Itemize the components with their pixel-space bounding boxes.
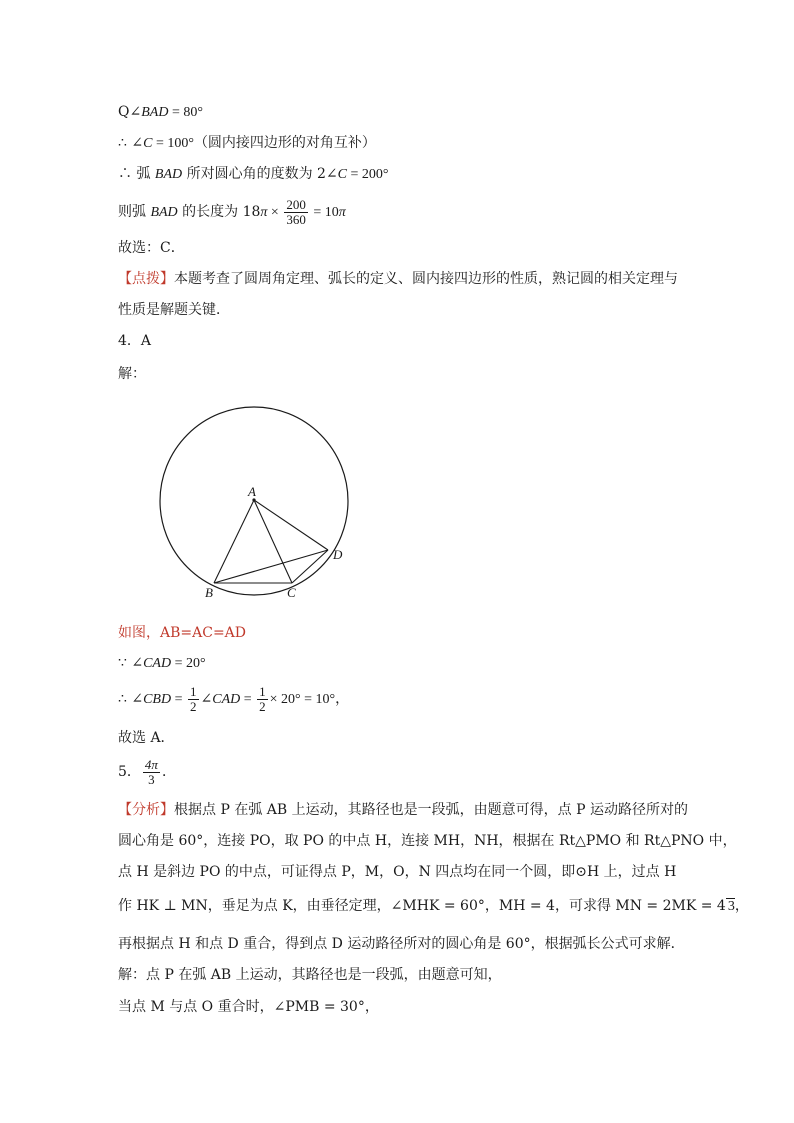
fraction-numerator: 1 [259,683,266,699]
fraction-denominator: 2 [259,698,266,714]
math-angle: CBD [143,692,172,707]
math-times: × [267,205,283,220]
analysis-line-4 [118,897,749,916]
line-angle-c [118,134,376,153]
text: ∴ 弧 [118,166,155,182]
q4-jie: 解： [118,366,146,382]
because-symbol: ∵ ∠ [118,655,144,671]
math-angle: ∠BAD [129,105,169,120]
therefore-symbol: ∴ ∠ [118,135,144,151]
note-text: （圆内接四边形的对角互补） [193,135,376,151]
analysis-line-2: 圆心角是 60°，连接 PO，取 PO 的中点 H，连接 MH，NH，根据在 Rt△PMO 和 Rt△PNO 中， [118,833,737,849]
math-var: C [143,136,153,151]
text: 的长度为 18 [177,204,261,220]
label-d: D [333,547,343,562]
sqrt-radicand: 3 [727,899,735,914]
analysis-text: 根据点 P 在弧 AB 上运动，其路径也是一段弧，由题意可得，点 P 运动路径所对的 [174,802,688,818]
solution-line-1: 解：点 P 在弧 AB 上运动，其路径也是一段弧，由题意可知， [118,967,502,983]
tip-text: 本题考查了圆周角定理、弧长的定义、圆内接四边形的性质，熟记圆的相关定理与 [174,271,678,287]
analysis-line-5: 再根据点 H 和点 D 重合，得到点 D 运动路径所对的圆心角是 60°，根据弧长公式可求解． [118,936,685,952]
analysis-text: 作 HK ⊥ MN，垂足为点 K，由垂径定理，∠MHK = 60°，MH = 4，可求得 MN = 2MK = 4 [118,898,726,914]
q4-choose: 故选 A． [118,730,175,746]
math-equals: = 10 [309,205,339,220]
tip-label: 【点拨】 [118,271,174,287]
fraction-answer [143,758,160,787]
analysis-line-3: 点 H 是斜边 PO 的中点，可证得点 P，M，O，N 四点均在同一个圆，即⊙H 上，过点 H [118,864,677,880]
fraction-denominator: 2 [190,698,197,714]
label-c: C [287,585,296,600]
tip-line-2: 性质是解题关键． [118,302,230,318]
fraction [284,198,308,227]
fraction-half [188,685,199,714]
line-central-angle [118,165,389,184]
label-a: A [248,484,256,499]
math-value: = 100° [152,136,194,151]
fraction-numerator: 1 [190,683,197,699]
analysis-label: 【分析】 [118,802,174,818]
math-pi: π [260,205,268,220]
therefore-symbol: Q [118,104,130,120]
solution-line-2: 当点 M 与点 O 重合时，∠PMB = 30°， [118,999,379,1015]
math-pi: π [338,205,346,220]
fraction-numerator: 200 [286,196,306,212]
q4-given: 如图，AB=AC=AD [118,625,247,641]
fraction-numerator: 4π [144,756,158,772]
q4-because-line [118,654,206,673]
q5-answer [118,755,176,789]
segment-bd [214,550,328,583]
math-value: = 20° [171,656,206,671]
q4-answer: 4．A [118,333,152,349]
tip-line-1 [118,270,678,288]
segment-ab [214,500,254,583]
therefore-symbol: ∴ ∠ [118,691,144,707]
math-angle: ∠CAD [200,692,241,707]
line-arc-length [118,195,346,230]
line-angle-bad [118,103,203,122]
math-value: = 200° [347,167,389,182]
math-equals: = [171,692,186,707]
text: 则弧 [118,204,151,220]
text: 所对圆心角的度数为 2∠ [182,166,338,182]
period: ． [161,764,176,780]
math-equals: = [240,692,256,707]
q4-therefore-line [118,682,349,717]
fraction-half [257,685,268,714]
math-angle: CAD [143,656,172,671]
q5-number: 5． [118,764,141,780]
circle-figure [150,400,360,605]
math-arc: BAD [150,205,178,220]
fraction-denominator: 360 [286,211,306,227]
line-choose-c: 故选：C． [118,240,185,256]
math-var: C [337,167,348,182]
label-b: B [205,585,213,600]
math-value: × 20° = 10°， [269,692,350,707]
comma: ， [734,898,749,914]
analysis-line-1 [118,801,688,819]
fraction-denominator: 3 [148,771,155,787]
math-value: = 80° [168,105,203,120]
math-arc: BAD [154,167,183,182]
